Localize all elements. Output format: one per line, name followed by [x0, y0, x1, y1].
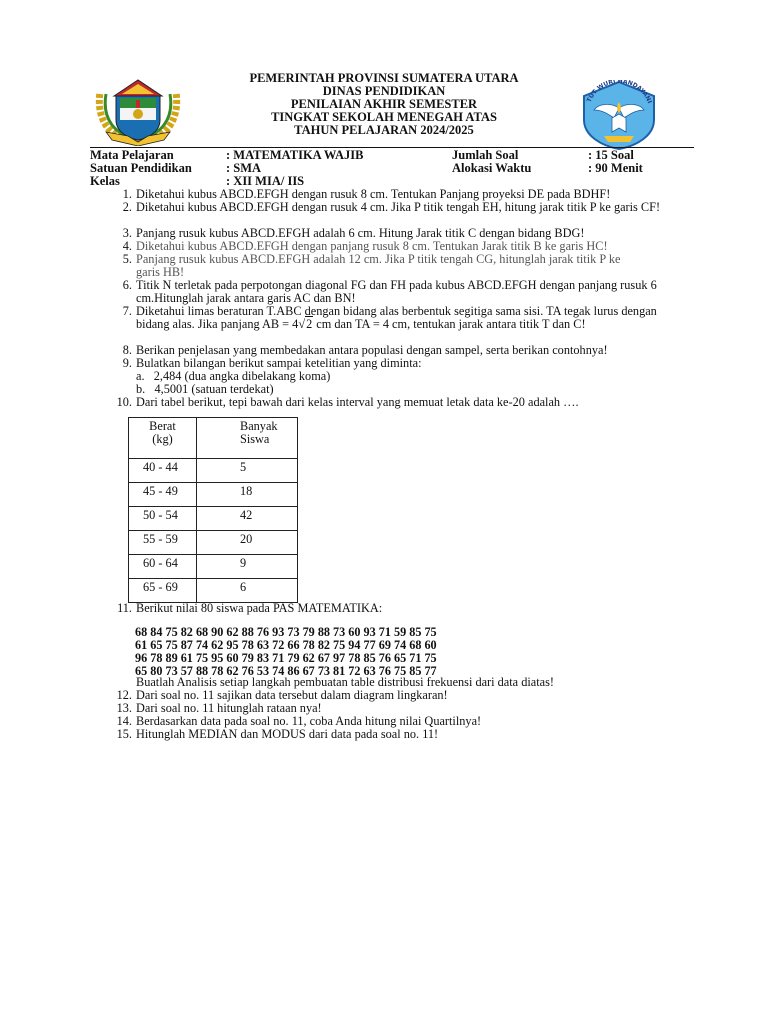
question-text: Dari tabel berikut, tepi bawah dari kelas interval yang memuat letak data ke-20 adalah …. [136, 395, 579, 409]
question-text: Dari soal no. 11 sajikan data tersebut dalam diagram lingkaran! [136, 688, 448, 702]
subject-label: Mata Pelajaran [90, 148, 174, 162]
question-number: 9. [122, 356, 132, 370]
table-header-text: (kg) [152, 432, 173, 446]
question-text: Berikut nilai 80 siswa pada PAS MATEMATIKA: [136, 601, 383, 615]
table-cell-interval: 40 - 44 [129, 459, 197, 483]
table-cell-count-value: 18 [240, 484, 253, 498]
question-number: 6. [122, 278, 132, 292]
header-school-level: TINGKAT SEKOLAH MENEGAH ATAS [271, 110, 497, 124]
tut-wuri-handayani-emblem-icon [574, 80, 664, 150]
question-number: 14. [116, 714, 132, 728]
score-data-block [135, 626, 437, 678]
table-cell-count [197, 507, 298, 531]
sub-item [136, 370, 330, 383]
table-cell-interval: 50 - 54 [129, 507, 197, 531]
table-header-count [197, 418, 298, 459]
score-data-line: 65 80 73 57 88 78 62 76 53 74 86 67 73 81 72 63 76 75 85 77 [135, 664, 437, 678]
question-number: 5. [122, 252, 132, 266]
question-text: Panjang rusuk kubus ABCD.EFGH adalah 12 cm. Jika P titik tengah CG, hitunglah jarak titik P ke garis HB! [136, 252, 621, 279]
question-number: 10. [116, 395, 132, 409]
school-unit-label: Satuan Pendidikan [90, 161, 192, 175]
sub-item-text: 2,484 (dua angka dibelakang koma) [153, 369, 331, 383]
table-header-text: Banyak [240, 419, 278, 433]
table-cell-count [197, 555, 298, 579]
provincial-emblem-icon [92, 76, 184, 146]
table-cell-count-value: 20 [240, 532, 253, 546]
table-cell-count [197, 579, 298, 603]
sub-item-letter: a. [136, 369, 145, 383]
question-number: 15. [116, 727, 132, 741]
table-row [129, 579, 298, 603]
question-text [136, 305, 691, 331]
score-data-line: 61 65 75 87 74 62 95 78 63 72 66 78 82 75 94 77 69 74 68 60 [135, 638, 437, 652]
time-allocation-value: : 90 Menit [588, 161, 643, 175]
score-data-line: 68 84 75 82 68 90 62 88 76 93 73 79 88 73 60 93 71 59 85 75 [135, 625, 437, 639]
question-number: 2. [122, 200, 132, 214]
table-cell-interval: 60 - 64 [129, 555, 197, 579]
subject-value: : MATEMATIKA WAJIB [226, 148, 364, 162]
question-number: 4. [122, 239, 132, 253]
header-government: PEMERINTAH PROVINSI SUMATERA UTARA [249, 71, 519, 85]
question-text: Dari soal no. 11 hitunglah rataan nya! [136, 701, 322, 715]
question-text: Diketahui kubus ABCD.EFGH dengan rusuk 4 cm. Jika P titik tengah EH, hitung jarak titik P ke garis CF! [136, 200, 661, 214]
table-cell-count [197, 459, 298, 483]
sub-item [136, 383, 274, 396]
table-cell-count-value: 6 [240, 580, 247, 594]
square-root-sign: √2 [298, 316, 313, 331]
question-text: Hitunglah MEDIAN dan MODUS dari data pada soal no. 11! [136, 727, 439, 741]
square-root-value: 2 [306, 316, 313, 331]
question-number: 12. [116, 688, 132, 702]
question-number: 3. [122, 226, 132, 240]
document-header [200, 72, 568, 137]
class-label: Kelas [90, 174, 120, 188]
table-header-text: Siswa [240, 432, 270, 446]
question-text: Panjang rusuk kubus ABCD.EFGH adalah 6 cm. Hitung Jarak titik C dengan bidang BDG! [136, 226, 585, 240]
question-text: Titik N terletak pada perpotongan diagonal FG dan FH pada kubus ABCD.EFGH dengan panjang rusuk 6 cm.Hitunglah jarak antara garis AC dan BN! [136, 278, 657, 305]
table-cell-interval: 65 - 69 [129, 579, 197, 603]
sub-item-letter: b. [136, 382, 146, 396]
question-count-value: : 15 Soal [588, 148, 634, 162]
table-header-text: Berat [149, 419, 176, 433]
table-cell-interval: 45 - 49 [129, 483, 197, 507]
table-row [129, 483, 298, 507]
question-count-label: Jumlah Soal [452, 148, 519, 162]
table-row [129, 507, 298, 531]
question-number: 7. [122, 304, 132, 318]
header-department: DINAS PENDIDIKAN [322, 84, 446, 98]
question-text: Diketahui kubus ABCD.EFGH dengan rusuk 8 cm. Tentukan Panjang proyeksi DE pada BDHF! [136, 187, 611, 201]
sub-item-text: 4,5001 (satuan terdekat) [154, 382, 274, 396]
question-text-part: Diketahui limas beraturan T.ABC dengan bidang alas berbentuk segitiga sama sisi. TA tegak lurus dengan bidang alas. Jika panjang AB = 4 [136, 304, 657, 331]
frequency-table [128, 417, 298, 603]
question-text: Berikan penjelasan yang membedakan antara populasi dengan sampel, serta berikan contohnya! [136, 343, 608, 357]
question-number: 1. [122, 187, 132, 201]
class-value: : XII MIA/ IIS [226, 174, 305, 188]
table-header-weight [129, 418, 197, 459]
emblem-motto: TUT WURI HANDAYANI [585, 80, 653, 105]
exam-meta [90, 149, 700, 188]
table-cell-count [197, 531, 298, 555]
question-number: 11. [117, 601, 132, 615]
meta-row-school [90, 162, 700, 175]
table-cell-count-value: 9 [240, 556, 247, 570]
table-row [129, 555, 298, 579]
table-cell-count-value: 5 [240, 460, 247, 474]
table-header-row [129, 418, 298, 459]
score-data-line: 96 78 89 61 75 95 60 79 83 71 79 62 67 97 78 85 76 65 71 75 [135, 651, 437, 665]
table-cell-count-value: 42 [240, 508, 253, 522]
school-unit-value: : SMA [226, 161, 262, 175]
time-allocation-label: Alokasi Waktu [452, 161, 532, 175]
table-row [129, 531, 298, 555]
q11-instruction: Buatlah Analisis setiap langkah pembuatan table distribusi frekuensi dari data diatas! [136, 675, 554, 689]
table-row [129, 459, 298, 483]
question-text: Berdasarkan data pada soal no. 11, coba Anda hitung nilai Quartilnya! [136, 714, 482, 728]
question-text: Diketahui kubus ABCD.EFGH dengan panjang rusuk 8 cm. Tentukan Jarak titik B ke garis HC! [136, 239, 608, 253]
table-cell-count [197, 483, 298, 507]
question-number: 13. [116, 701, 132, 715]
header-exam-title: PENILAIAN AKHIR SEMESTER [290, 97, 478, 111]
question-text: Bulatkan bilangan berikut sampai ketelitian yang diminta: [136, 356, 422, 370]
question-text-part: cm dan TA = 4 cm, tentukan jarak antara titik T dan C! [313, 316, 586, 331]
header-academic-year: TAHUN PELAJARAN 2024/2025 [294, 123, 474, 137]
table-cell-interval: 55 - 59 [129, 531, 197, 555]
question-number: 8. [122, 343, 132, 357]
